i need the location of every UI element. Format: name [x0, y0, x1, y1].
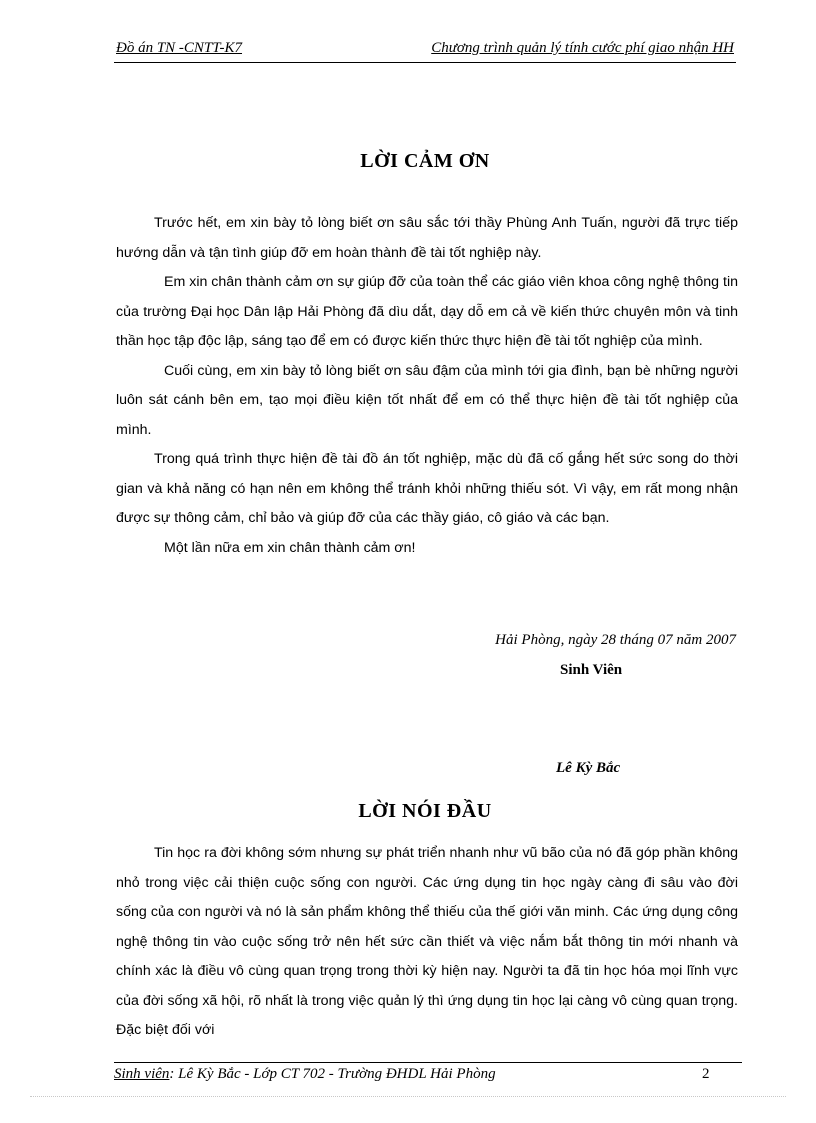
signature-date: Hải Phòng, ngày 28 tháng 07 năm 2007 — [495, 632, 736, 648]
thanks-paragraph-5: Một lần nữa em xin chân thành cảm ơn! — [164, 539, 416, 556]
footer-label: Sinh viên — [114, 1066, 170, 1082]
thanks-section — [116, 209, 738, 563]
thanks-paragraph-4: Trong quá trình thực hiện đề tài đồ án tốt nghiệp, mặc dù đã cố gắng hết sức song do thời gian và khả năng có hạn nên em không thể tránh khỏi những thiếu sót. Vì vậy, em rất mong nhận được sự thông cảm, chỉ bảo và giúp đỡ của các thầy giáo, cô giáo và các bạn. — [116, 451, 738, 526]
thanks-paragraph-2: Em xin chân thành cảm ơn sự giúp đỡ của toàn thể các giáo viên khoa công nghệ thông tin của trường Đại học Dân lập Hải Phòng đã dìu dắt, dạy dỗ em cả về kiến thức chuyên môn và tinh thần học tập độc lập, sáng tạo để em có được kiến thức thực hiện đề tài tốt nghiệp của mình. — [116, 274, 738, 349]
signature-role: Sinh Viên — [560, 662, 623, 678]
header-right-text: Chương trình quản lý tính cước phí giao nhận HH — [431, 40, 734, 56]
page-header — [114, 38, 736, 63]
footer-divider — [114, 1062, 742, 1063]
page-number: 2 — [702, 1066, 710, 1082]
header-left-text: Đồ án TN -CNTT-K7 — [116, 40, 243, 56]
thanks-title: LỜI CẢM ƠN — [360, 150, 490, 172]
footer-text: : Lê Kỳ Bắc - Lớp CT 702 - Trường ĐHDL Hải Phòng — [169, 1066, 496, 1082]
intro-section — [116, 839, 738, 1046]
signature-name: Lê Kỳ Bắc — [556, 760, 621, 776]
thanks-paragraph-1: Trước hết, em xin bày tỏ lòng biết ơn sâu sắc tới thầy Phùng Anh Tuấn, người đã trực tiếp hướng dẫn và tận tình giúp đỡ em hoàn thành đề tài tốt nghiệp này. — [116, 215, 738, 261]
page-footer — [114, 1066, 714, 1083]
intro-paragraph: Tin học ra đời không sớm nhưng sự phát triển nhanh như vũ bão của nó đã góp phần không nhỏ trong việc cải thiện cuộc sống con người. Các ứng dụng tin học ngày càng đi sâu vào đời sống của con người và nó là sản phẩm không thể thiếu của thế giới văn minh. Các ứng dụng công nghệ thông tin vào cuộc sống trở nên hết sức cần thiết và việc nắm bắt thông tin mới nhanh và chính xác là điều vô cùng quan trọng trong thời kỳ hiện nay. Người ta đã tin học hóa mọi lĩnh vực của đời sống xã hội, rõ nhất là trong việc quản lý thì ứng dụng tin học lại càng vô cùng quan trọng. Đặc biệt đối với — [116, 845, 738, 1038]
page-break-line — [30, 1096, 786, 1097]
intro-title: LỜI NÓI ĐẦU — [358, 800, 492, 822]
thanks-paragraph-3: Cuối cùng, em xin bày tỏ lòng biết ơn sâu đậm của mình tới gia đình, bạn bè những người luôn sát cánh bên em, tạo mọi điều kiện tốt nhất để em có thể thực hiện đề tài tốt nghiệp của mình. — [116, 362, 738, 438]
